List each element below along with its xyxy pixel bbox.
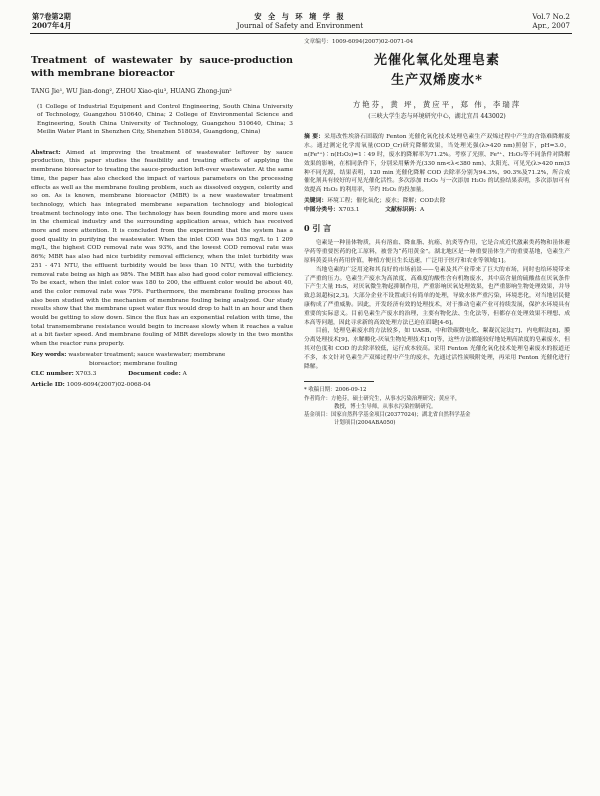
chinese-affiliation: (三峡大学生态与环境研究中心，湖北宜昌 443002) [368, 112, 506, 120]
chinese-title-line1: 光催化氧化处理皂素 [373, 52, 500, 68]
intro-paragraph-1: 皂素是一种甾体物质，具有溶血、降血脂、抗癌、抗炎等作用，它是合成近代激素类药物和甾体避孕药等重要医药的化工原料，被誉为“药用黄金”。湖北地区是一种重要甾体生产的重要基地，皂素生产原料黄姜具有药用价值，种植方便且生长迅速，广泛用于医疗和农业等领域[1]。 [304, 240, 570, 264]
clc-label: CLC number: [31, 371, 74, 378]
abstract-text: Aimed at improving the treatment of wastewater leftover by sauce production, this paper studies the feasibility and treating effects of applying the membrane bioreactor to treating the sauce-production left-over wastewater. At the same time, the paper has also checked the impact of various parameters on the processing effects as well as the membrane fouling problem, such as dissolved oxygen, celerity and so on. As is known, membrane bioreactor (MBR) is a new wastewater treatment technology, which has integrated membrane separation technology and biological treatment technology into one. The technology has been founding more and more uses in the chemical industry and the surrounding application areas, which has received more and more attention. It is concluded from the experiment that the system has a good quality in purifying the wastewater. When the inlet COD was 503 mg/L to 1 209 mg/L, the highest COD removal rate was 93%, and the lowest COD removal rate was 86%; MBR has also had nice turbidity removal efficiency, when the inlet turbidity was 251 - 471 NTU, the effluent turbidity would be less than 10 NTU, with the turbidity removal rate being as high as 98%. The MBR has also had good color removal efficiency. To be exact, when the inlet color was 180 to 200, the effluent color would be about 40, and the color removal rate was 79%. Furthermore, the membrane fouling process has also been studied with the mechanism of membrane fouling being analyzed. Our study results show that the membrane upset water flux would drop to halt in an hour and then would be getting to slow down. Since the flux has an exponential relation with time, the total transmembrane resistance would begin to increase slowly when it reaches a value at a bit faster speed. And membrane fouling of MBR develops slowly in the two months when the reactor runs properly. [31, 149, 293, 348]
zh-abstract-label: 摘 要： [304, 134, 325, 141]
header-rule [30, 33, 572, 34]
keywords-text: wastewater treatment; sauce wastewater; membrane [66, 351, 226, 358]
intro-paragraph-3: 目前，处理皂素废水的方法较多，如 UASB、中和铁碳微电化、絮凝沉淀法[7]、内电解法[8]、膜分离处理技术[9]、水解酸化-厌氧生物处理技术[10]等，这些方法都能较好地处理高浓度的皂素废水，但其对色度和 COD 的去除率较低，运行成本较高。采用 Fenton 光催化氧化技术处理皂素废水的报道还不多，本文针对皂素生产双烯过程中产生的废水，先通过活性炭吸附处理，再采用 Fenton 光催化进行降解。 [304, 328, 570, 370]
clc-value: X703.3 [73, 371, 97, 378]
article-number: 文章编号：1009-6094(2007)02-0071-04 [304, 39, 414, 45]
running-head-right [532, 12, 570, 30]
zh-keywords-text: 环境工程；催化氧化；废水；降解；COD去除 [327, 197, 446, 204]
doccode-value: A [180, 371, 187, 378]
volume-issue-cn: 第7卷第2期 [32, 12, 71, 21]
chinese-article-column [304, 38, 570, 427]
keywords-continued: bioreactor; membrane fouling [89, 360, 178, 367]
doccode-label: Document code: [128, 371, 181, 378]
zh-abstract-text: 采用改性埃洛石固载的 Fenton 光催化氧化技术处理皂素生产双烯过程中产生的含铬难降解废水。通过测定化学需氧量(COD_Cr)研究降解效果，当处理光强(λ>420 nm)照射下，pH=3.0，n(Fe²⁺)∶n(H₂O₂)=1∶49 时，废水的降解率为71.2%。考察了光照、Fe²⁺、H₂O₂等不同条件对降解效果的影响，在相同条件下，分别采用紫外光(330 nm<λ<380 nm)、太阳光、可见光(λ>420 nm)3种不同光源，结果表明，120 min 光催化降解 COD 去除率分别为94.3%、90.3%及71.2%，所合成催化剂具有较好的可见光催化活性。多次添加 H₂O₂ 与一次添加 H₂O₂ 的试验结果表明，多次添加可有效提高 H₂O₂ 的利用率，节约 H₂O₂ 的投加量。 [304, 134, 570, 194]
keywords-label: Key words: [31, 351, 67, 358]
journal-name-en: Journal of Safety and Environment [236, 21, 364, 30]
english-abstract [31, 149, 293, 349]
footnote-author-bio-cont: 教授，博士生导师，从事水污染控制研究。 [334, 403, 437, 410]
footnote-funding-cont: 计划项目(2004ABA050) [334, 420, 396, 427]
english-keywords [31, 351, 293, 360]
abstract-label: Abstract: [31, 149, 61, 156]
date-cn: 2007年4月 [32, 21, 72, 30]
zh-doccode-value: A [420, 206, 425, 213]
zh-keywords-label: 关键词： [304, 197, 328, 204]
english-abstract-column [31, 54, 293, 390]
footnote-author-bio: 作者简介：方艳芬，硕士研究生，从事水污染治理研究；黄应平， [304, 395, 461, 402]
articleid-value: 1009-6094(2007)02-0068-04 [64, 381, 151, 388]
footnote-rule [304, 381, 374, 382]
classification-line [31, 370, 293, 379]
intro-paragraph-2: 当地皂素的广泛用途和其良好的市场前景——皂素及其产业带来了巨大的市场，同时也给环境带来了严重的压力。皂素生产废水为高浓度、高难度的酸性含有机物废水，其中高含量的硫酸盐在厌氧条件下产生大量 H₂S，对厌氧微生物起抑制作用，严重影响厌氧处理效果，也严重影响生物处理效果，并导致总氮超标[2,3]。大部分企业不设置或只有简单的处理，导致水体严重污染，环境恶化，对当地居民健康构成了严重威胁。因此，开发经济有效的处理技术，对于推动皂素产业可持续发展，保护水环境具有重要的实际意义。目前皂素生产废水的治理，主要有物化法、生化法等，但都存在处理效果不理想、成本高等问题，因此寻求新的高效处理方法已迫在眉睫[4-6]。 [304, 266, 570, 326]
english-title: Treatment of wastewater by sauce-production with membrane bioreactor [31, 55, 293, 79]
articleid-label: Article ID: [31, 381, 65, 388]
chinese-keywords [304, 197, 570, 206]
english-affiliation: (1 College of Industrial Equipment and Control Engineering, South China University of Technology, Guangzhou 510640, China; 2 College of Environmental Science and Engineering, South China University of Technology, Guangzhou 510640, China; 3 Meilin Water Plant in Shenzhen City, Shenzhen 518034, Guangdong, China) [37, 103, 293, 136]
date-en: Apr., 2007 [532, 21, 570, 30]
footnote-received: * 收稿日期：2006-09-12 [304, 387, 367, 394]
zh-doccode-label: 文献标识码： [385, 206, 421, 213]
zh-clc-value: X703.1 [338, 206, 360, 213]
chinese-classification [304, 206, 570, 215]
chinese-abstract [304, 133, 570, 195]
zh-clc-label: 中图分类号： [304, 206, 339, 213]
article-id-line [31, 381, 293, 390]
running-head-center [0, 12, 600, 30]
english-authors: TANG Jie¹, WU Jian-dong², ZHOU Xiao-qiu³, HUANG Zhong-jun² [31, 88, 232, 95]
chinese-authors: 方艳芬，黄 坪，黄应平，郑 伟，李瑞萍 [352, 99, 522, 109]
chinese-title-line2: 生产双烯废水* [391, 72, 483, 88]
section-heading-introduction: 0 引 言 [304, 222, 332, 233]
footnote-funding: 基金项目：国家自然科学基金项目(20377024)；湖北省自然科学基金 [304, 411, 471, 418]
journal-name-cn: 安 全 与 环 境 学 报 [254, 12, 346, 21]
volume-issue-en: Vol.7 No.2 [532, 12, 570, 21]
